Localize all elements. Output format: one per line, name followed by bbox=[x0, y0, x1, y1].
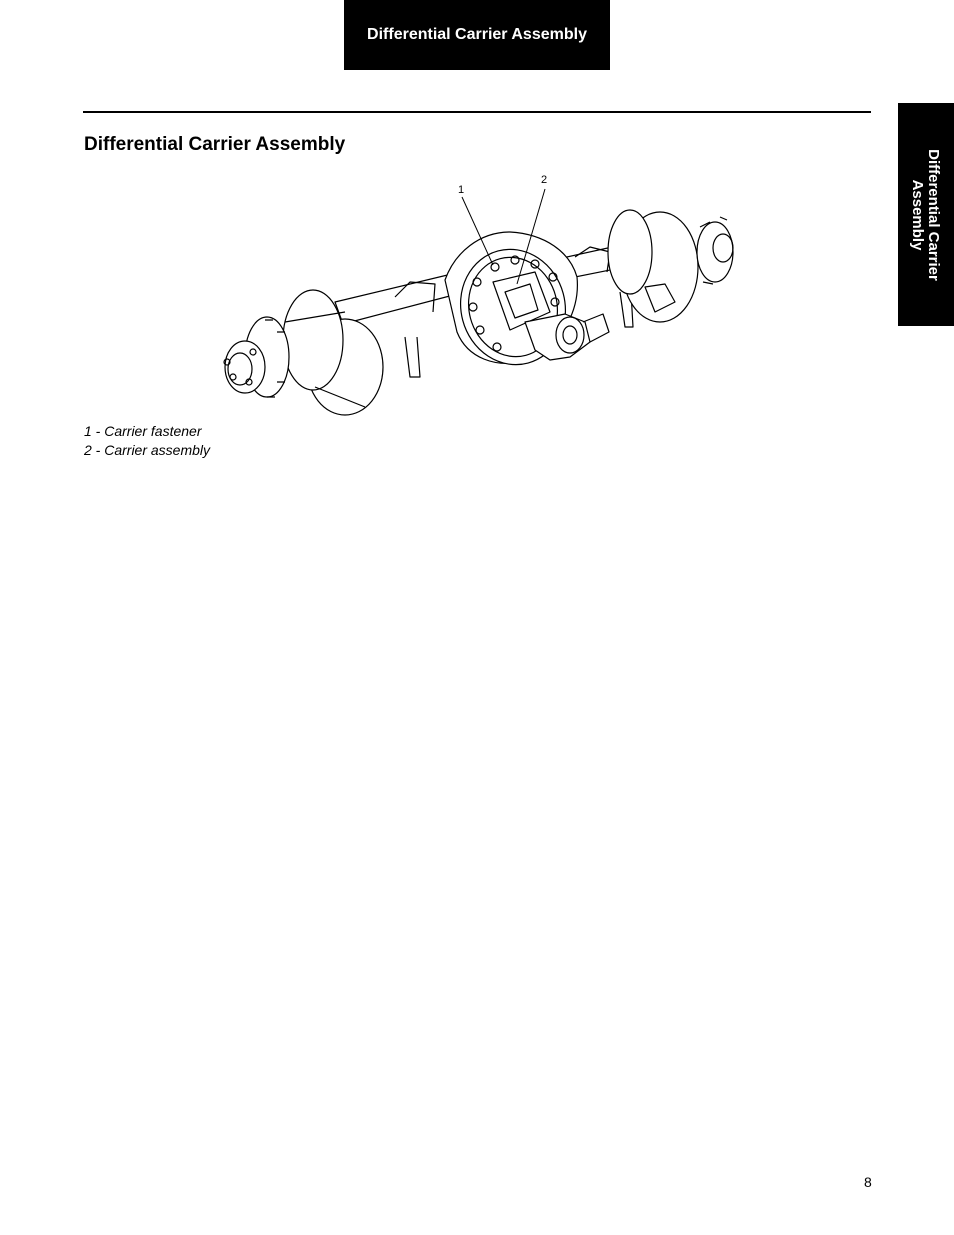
callout-2: 2 bbox=[541, 174, 548, 186]
figure-legend bbox=[84, 422, 210, 460]
page-number: 8 bbox=[864, 1174, 872, 1190]
legend-item: 1 - Carrier fastener bbox=[84, 423, 202, 439]
callout-1: 1 bbox=[458, 184, 465, 196]
side-tab bbox=[898, 103, 954, 326]
section-title: Differential Carrier Assembly bbox=[84, 134, 346, 155]
side-tab-label: Differential Carrier Assembly bbox=[909, 149, 942, 281]
axle-illustration bbox=[205, 172, 750, 422]
header-tab-label: Differential Carrier Assembly bbox=[367, 26, 587, 43]
header-tab bbox=[344, 0, 610, 70]
legend-item: 2 - Carrier assembly bbox=[84, 442, 211, 458]
header-rule bbox=[83, 111, 871, 113]
